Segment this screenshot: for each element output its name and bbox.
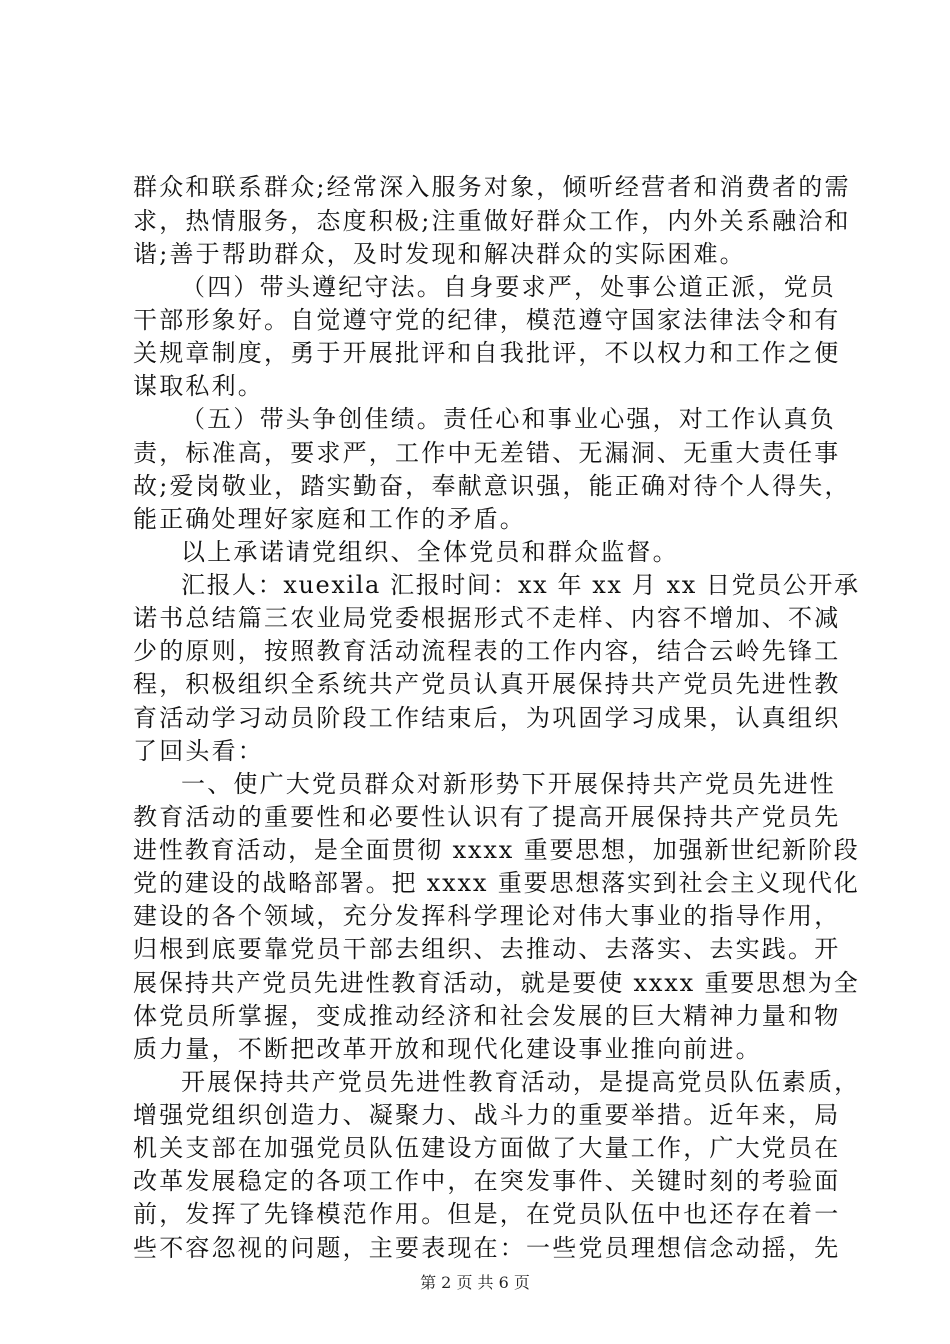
text-line: 谋取私利。 (133, 372, 264, 400)
text-line: 教育活动的重要性和必要性认识有了提高开展保持共产党员先 (133, 803, 841, 831)
text-line: 干部形象好。自觉遵守党的纪律，模范遵守国家法律法令和有 (133, 306, 841, 334)
text-line: 些不容忽视的问题，主要表现在：一些党员理想信念动摇，先 (133, 1234, 841, 1262)
text-line: 谐;善于帮助群众，及时发现和解决群众的实际困难。 (133, 240, 746, 268)
text-line: 以上承诺请党组织、全体党员和群众监督。 (181, 538, 679, 566)
text-line: 展保持共产党员先进性教育活动，就是要使 xxxx 重要思想为全 (133, 969, 860, 997)
text-line: 建设的各个领域，充分发挥科学理论对伟大事业的指导作用， (133, 902, 841, 930)
text-line: 归根到底要靠党员干部去组织、去推动、去落实、去实践。开 (133, 935, 841, 963)
text-line: 改革发展稳定的各项工作中，在突发事件、关键时刻的考验面 (133, 1167, 841, 1195)
text-line: 故;爱岗敬业，踏实勤奋，奉献意识强，能正确对待个人得失， (133, 472, 851, 500)
text-line: 求，热情服务，态度积极;注重做好群众工作，内外关系融洽和 (133, 207, 851, 235)
page-footer: 第 2 页 共 6 页 (420, 1273, 530, 1292)
text-line: 了回头看： (133, 737, 264, 765)
text-line: 增强党组织创造力、凝聚力、战斗力的重要举措。近年来，局 (133, 1101, 841, 1129)
text-line: 诺书总结篇三农业局党委根据形式不走样、内容不增加、不减 (133, 604, 841, 632)
text-line: 开展保持共产党员先进性教育活动，是提高党员队伍素质， (181, 1068, 861, 1096)
text-line: 进性教育活动，是全面贯彻 xxxx 重要思想，加强新世纪新阶段 (133, 836, 860, 864)
text-line: 质力量，不断把改革开放和现代化建设事业推向前进。 (133, 1035, 762, 1063)
text-line: 体党员所掌握，变成推动经济和社会发展的巨大精神力量和物 (133, 1002, 841, 1030)
text-line: 程，积极组织全系统共产党员认真开展保持共产党员先进性教 (133, 670, 841, 698)
text-line: （四）带头遵纪守法。自身要求严，处事公道正派，党员 (181, 273, 836, 301)
text-line: 前，发挥了先锋模范作用。但是，在党员队伍中也还存在着一 (133, 1200, 841, 1228)
text-line: 少的原则，按照教育活动流程表的工作内容，结合云岭先锋工 (133, 637, 841, 665)
text-line: 能正确处理好家庭和工作的矛盾。 (133, 505, 526, 533)
text-line: 一、使广大党员群众对新形势下开展保持共产党员先进性 (181, 770, 836, 798)
text-line: 关规章制度，勇于开展批评和自我批评，不以权力和工作之便 (133, 339, 841, 367)
text-line: 机关支部在加强党员队伍建设方面做了大量工作，广大党员在 (133, 1134, 841, 1162)
text-line: （五）带头争创佳绩。责任心和事业心强，对工作认真负 (181, 405, 836, 433)
text-line: 群众和联系群众;经常深入服务对象，倾听经营者和消费者的需 (133, 173, 851, 201)
text-line: 汇报人：xuexila 汇报时间：xx 年 xx 月 xx 日党员公开承 (181, 571, 860, 599)
text-line: 党的建设的战略部署。把 xxxx 重要思想落实到社会主义现代化 (133, 869, 860, 897)
text-line: 责，标准高，要求严，工作中无差错、无漏洞、无重大责任事 (133, 439, 841, 467)
text-line: 育活动学习动员阶段工作结束后，为巩固学习成果，认真组织 (133, 704, 841, 732)
